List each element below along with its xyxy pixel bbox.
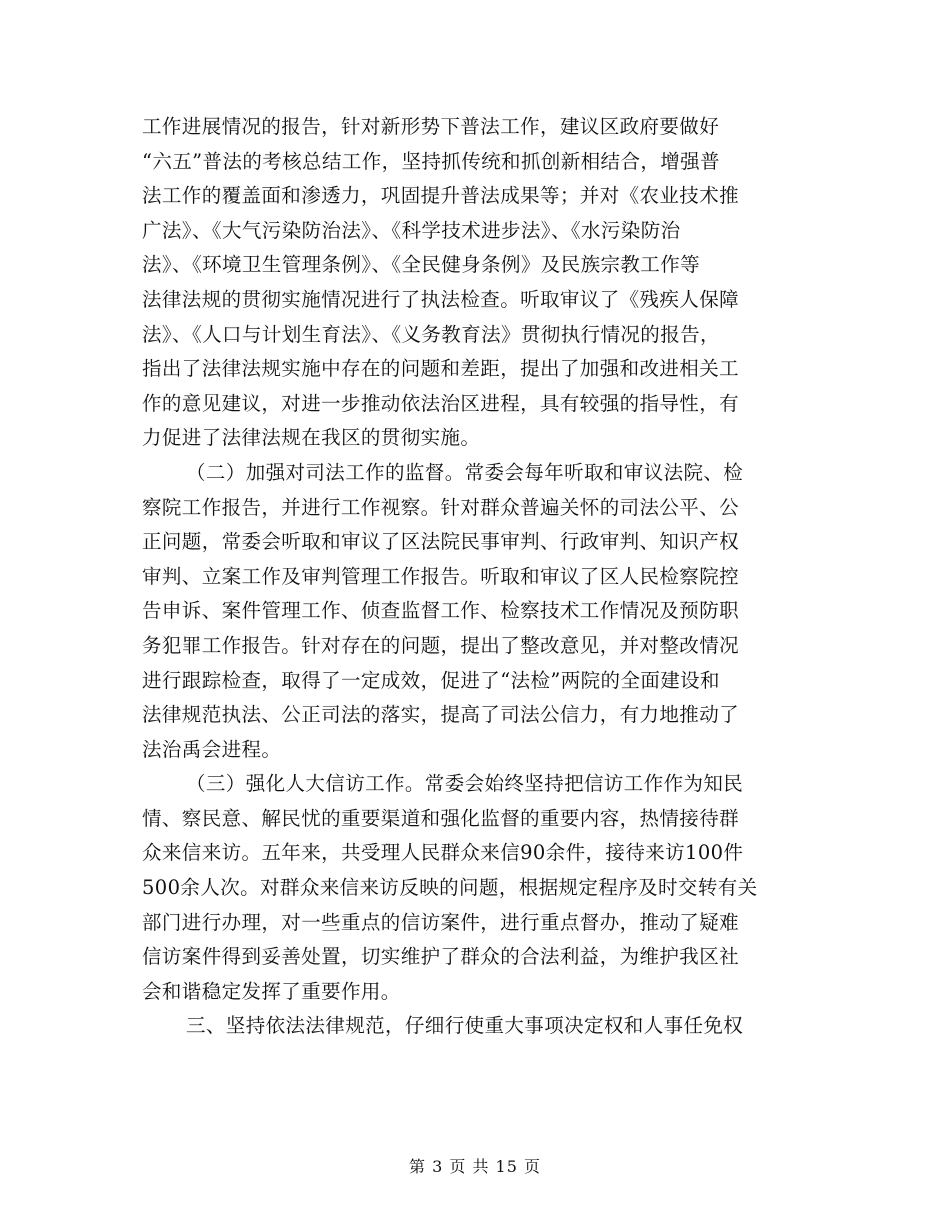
text-line: 情、察民意、解民忧的重要渠道和强化监督的重要内容，热情接待群 xyxy=(142,806,740,830)
text-line: 会和谐稳定发挥了重要作用。 xyxy=(142,979,401,1003)
paragraph-heading-2: （二）加强对司法工作的监督。常委会每年听取和审议法院、检 xyxy=(186,460,744,484)
text-line: “六五”普法的考核总结工作，坚持抓传统和抓创新相结合，增强普 xyxy=(142,149,720,173)
body-text xyxy=(142,110,812,1044)
text-line: 部门进行办理，对一些重点的信访案件，进行重点督办，推动了疑难 xyxy=(142,910,740,934)
text-line: 信访案件得到妥善处置，切实维护了群众的合法利益，为维护我区社 xyxy=(142,945,740,969)
text-line: 作的意见建议，对进一步推动依法治区进程，具有较强的指导性，有 xyxy=(142,391,740,415)
text-line: 广法》、《大气污染防治法》、《科学技术进步法》、《水污染防治 xyxy=(142,218,681,242)
text-line: 法律规范执法、公正司法的落实，提高了司法公信力，有力地推动了 xyxy=(142,703,740,727)
paragraph-heading-3: （三）强化人大信访工作。常委会始终坚持把信访工作作为知民 xyxy=(186,772,744,796)
text-line: 告申诉、案件管理工作、侦查监督工作、检察技术工作情况及预防职 xyxy=(142,599,740,623)
text-line: 力促进了法律法规在我区的贯彻实施。 xyxy=(142,426,481,450)
text-line: 法律法规的贯彻实施情况进行了执法检查。听取审议了《残疾人保障 xyxy=(142,287,740,311)
text-line: 法》、《环境卫生管理条例》、《全民健身条例》及民族宗教工作等 xyxy=(142,253,701,277)
text-line: 指出了法律法规实施中存在的问题和差距，提出了加强和改进相关工 xyxy=(142,357,740,381)
text-line: 务犯罪工作报告。针对存在的问题，提出了整改意见，并对整改情况 xyxy=(142,633,740,657)
text-line: 正问题，常委会听取和审议了区法院民事审判、行政审判、知识产权 xyxy=(142,530,740,554)
text-line: 500余人次。对群众来信来访反映的问题，根据规定程序及时交转有关 xyxy=(142,876,758,900)
text-line: 审判、立案工作及审判管理工作报告。听取和审议了区人民检察院控 xyxy=(142,564,740,588)
text-line: 法》、《人口与计划生育法》、《义务教育法》贯彻执行情况的报告， xyxy=(142,322,720,346)
text-line: 进行跟踪检查，取得了一定成效，促进了“法检”两院的全面建设和 xyxy=(142,668,720,692)
text-line: 法工作的覆盖面和渗透力，巩固提升普法成果等；并对《农业技术推 xyxy=(142,184,740,208)
page-footer: 第 3 页 共 15 页 xyxy=(409,1157,541,1176)
text-line: 众来信来访。五年来，共受理人民群众来信90余件，接待来访100件 xyxy=(142,841,744,865)
text-line: 法治禹会进程。 xyxy=(142,737,282,761)
section-heading: 三、坚持依法法律规范，仔细行使重大事项决定权和人事任免权 xyxy=(186,1014,744,1038)
text-line: 察院工作报告，并进行工作视察。针对群众普遍关怀的司法公平、公 xyxy=(142,495,740,519)
text-line: 工作进展情况的报告，针对新形势下普法工作，建议区政府要做好 xyxy=(142,115,720,138)
